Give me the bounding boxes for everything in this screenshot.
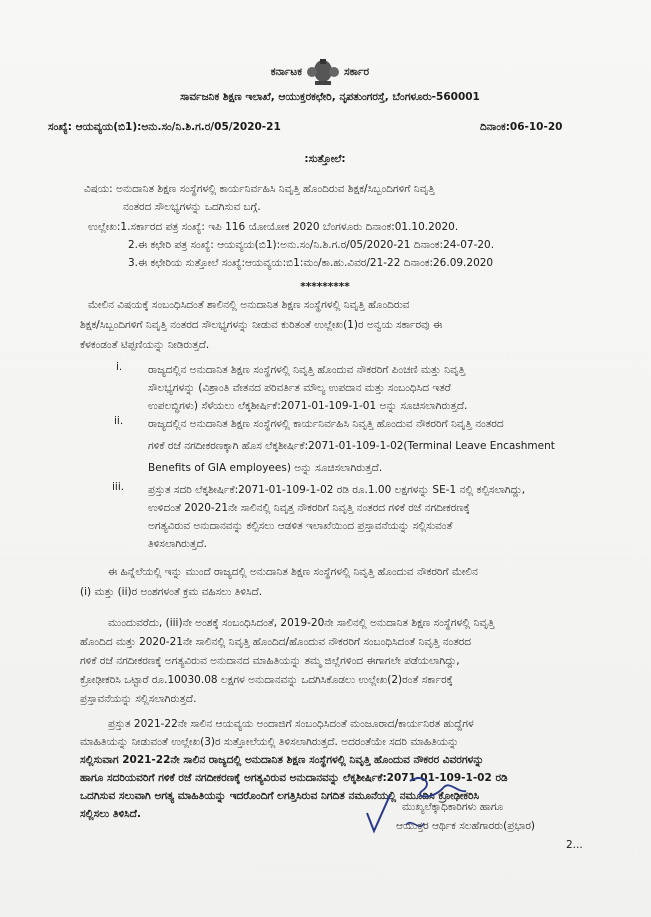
intro-line-2: ಶಿಕ್ಷಕ/ಸಿಬ್ಬಂದಿಗಳಿಗೆ ನಿವೃತ್ತಿ ನಂತರದ ಸೌಲಭ್ಯಗಳನ್ನು ನೀಡುವ ಕುರಿತಂತೆ ಉಲ್ಲೇಖ(1)ರ ಅನ್ವಯ ಸರ್ಕಾರವು ಈ <box>80 319 443 331</box>
point-1-line-1: ರಾಜ್ಯದಲ್ಲಿನ ಅನುದಾನಿತ ಶಿಕ್ಷಣ ಸಂಸ್ಥೆಗಳಲ್ಲಿ ನಿವೃತ್ತಿ ಹೊಂದುವ ನೌಕರರಿಗೆ ಪಿಂಚಣಿ ಮತ್ತು ನಿವೃತ್ತಿ <box>148 364 466 376</box>
signatory-title-1: ಮುಖ್ಯಲೆಕ್ಕಾಧಿಕಾರಿಗಳು ಹಾಗೂ <box>402 801 504 813</box>
point-3-line-4: ತಿಳಿಸಲಾಗಿರುತ್ತದೆ. <box>148 538 208 550</box>
point-3-number: iii. <box>112 481 125 493</box>
para4-line-5: ಒದಗಿಸುವ ಸಲುವಾಗಿ ಅಗತ್ಯ ಮಾಹಿತಿಯನ್ನು ಇದರೊಂದಿಗೆ ಲಗತ್ತಿಸಿರುವ ನಿಗದಿತ ನಮೂನೆಯಲ್ಲಿ ನಮೂದಿಸಿ ಕ್ರೋಢೀಕರಿಸಿ <box>80 790 480 802</box>
para4-line-6: ಸಲ್ಲಿಸಲು ತಿಳಿಸಿದೆ. <box>80 808 141 820</box>
header-left-title: ಕರ್ನಾಟಕ <box>270 66 302 78</box>
signatory-title-2: ಆಯುಕ್ತರ ಆರ್ಥಿಕ ಸಲಹೆಗಾರರು(ಪ್ರಭಾರ) <box>396 820 535 832</box>
page-marker: 2... <box>566 839 583 851</box>
circular-title: :ಸುತ್ತೋಲೆ: <box>304 153 346 165</box>
para3-line-2: ಹೊಂದಿದ ಮತ್ತು 2020-21ನೇ ಸಾಲಿನಲ್ಲಿ ನಿವೃತ್ತಿ ಹೊಂದಿದ/ಹೊಂದುವ ನೌಕರರಿಗೆ ಸಂಬಂಧಿಸಿದಂತೆ ನಿವೃತ್ತಿ ನಂತರದ <box>80 636 472 648</box>
state-emblem-icon <box>305 55 341 89</box>
subject-line-2: ನಂತರದ ಸೌಲಭ್ಯಗಳನ್ನು ಒದಗಿಸುವ ಬಗ್ಗೆ. <box>123 201 261 213</box>
reference-3: 3.ಈ ಕಛೇರಿಯ ಸುತ್ತೋಲೆ ಸಂಖ್ಯೆ:ಆಯವ್ಯಯ:ಬಿ1:ಮಂ/ಕಾ.ಹು.ವಿವರ/21-22 ದಿನಾಂಕ:26.09.2020 <box>128 257 494 269</box>
para4-line-3: ಸಲ್ಲಿಸುವಾಗ 2021-22ನೇ ಸಾಲಿನ ರಾಜ್ಯದಲ್ಲಿ ಅನುದಾನಿತ ಶಿಕ್ಷಣ ಸಂಸ್ಥೆಗಳಲ್ಲಿ ನಿವೃತ್ತಿ ಹೊಂದುವ ನೌಕರರ ವಿವರಗಳನ್ನು <box>80 754 484 766</box>
reference-date: ದಿನಾಂಕ:06-10-20 <box>480 121 563 133</box>
para2-line-1: ಈ ಹಿನ್ನೆಲೆಯಲ್ಲಿ ಇನ್ನು ಮುಂದೆ ರಾಜ್ಯದಲ್ಲಿ ಅನುದಾನಿತ ಶಿಕ್ಷಣ ಸಂಸ್ಥೆಗಳಲ್ಲಿ ನಿವೃತ್ತಿ ಹೊಂದುವ ನೌಕರರಿಗೆ ಮೇಲಿನ <box>108 566 478 578</box>
point-2-number: ii. <box>114 415 124 427</box>
reference-1: ಉಲ್ಲೇಖ:1.ಸರ್ಕಾರದ ಪತ್ರ ಸಂಖ್ಯೆ: ಇಪಿ 116 ಯೋಯೋಕ 2020 ಬೆಂಗಳೂರು ದಿನಾಂಕ:01.10.2020. <box>88 221 459 233</box>
point-3-line-1: ಪ್ರಸ್ತುತ ಸದರಿ ಲೆಕ್ಕಶೀರ್ಷಿಕೆ:2071-01-109-1-02 ರಡಿ ರೂ.1.00 ಲಕ್ಷಗಳನ್ನು SE-1 ನಲ್ಲಿ ಕಲ್ಪಿಸಲಾಗಿದ್ದು, <box>148 484 526 496</box>
para4-line-2: ಮಾಹಿತಿಯನ್ನು ನೀಡುವಂತೆ ಉಲ್ಲೇಖ(3)ರ ಸುತ್ತೋಲೆಯಲ್ಲಿ ತಿಳಿಸಲಾಗಿರುತ್ತದೆ. ಅದರಂತೆಯೇ ಸದರಿ ಮಾಹಿತಿಯನ್ನು <box>80 736 459 748</box>
para4-line-4: ಹಾಗೂ ಸದರಿಯವರಿಗೆ ಗಳಿಕೆ ರಜೆ ನಗದೀಕರಣಕ್ಕೆ ಅಗತ್ಯವಿರುವ ಅನುದಾನವನ್ನು ಲೆಕ್ಕಶೀರ್ಷಿಕೆ:2071-01-109-1-02 ರಡಿ <box>80 772 508 784</box>
point-3-line-2: ಉಳಿದಂತೆ 2020-21ನೇ ಸಾಲಿನಲ್ಲಿ ನಿವೃತ್ತ ನೌಕರರಿಗೆ ನಿವೃತ್ತಿ ನಂತರದ ಗಳಿಕೆ ರಜೆ ನಗದೀಕರಣಕ್ಕೆ <box>148 502 470 514</box>
intro-line-3: ಕೆಳಕಂಡಂತೆ ಟಿಪ್ಪಣಿಯನ್ನು ನೀಡಿರುತ್ತದೆ. <box>80 339 210 351</box>
para4-line-1: ಪ್ರಸ್ತುತ 2021-22ನೇ ಸಾಲಿನ ಆಯವ್ಯಯ ಅಂದಾಜಿಗೆ ಸಂಬಂಧಿಸಿದಂತೆ ಮಂಜೂರಾದ/ಕಾರ್ಯನಿರತ ಹುದ್ದೆಗಳ <box>108 718 474 730</box>
subject-line-1: ವಿಷಯ: ಅನುದಾನಿತ ಶಿಕ್ಷಣ ಸಂಸ್ಥೆಗಳಲ್ಲಿ ಕಾರ್ಯನಿರ್ವಹಿಸಿ ನಿವೃತ್ತಿ ಹೊಂದಿರುವ ಶಿಕ್ಷಕ/ಸಿಬ್ಬಂದಿಗಳಿಗೆ ನಿವೃತ್ತಿ <box>84 183 435 195</box>
point-1-line-2: ಸೌಲಭ್ಯಗಳನ್ನು (ವಿಶ್ರಾಂತಿ ವೇತನದ ಪರಿವರ್ತಿತ ಮೌಲ್ಯ ಉಪದಾನ ಮತ್ತು ಸಂಬಂಧಿಸಿದ ಇತರೆ <box>148 382 451 394</box>
para3-line-3: ಗಳಿಕೆ ರಜೆ ನಗದೀಕರಣಕ್ಕೆ ಅಗತ್ಯವಿರುವ ಅನುದಾನದ ಮಾಹಿತಿಯನ್ನು ತಮ್ಮ ಜಿಲ್ಲೆಗಳಿಂದ ಈಗಾಗಲೇ ಪಡೆಯಲಾಗಿದ್ದು, <box>80 655 460 667</box>
point-3-line-3: ಅಗತ್ಯವಿರುವ ಅನುದಾನವನ್ನು ಕಲ್ಪಿಸಲು ಆಡಳಿತ ಇಲಾಖೆಯಿಂದ ಪ್ರಸ್ತಾವನೆಯನ್ನು ಸಲ್ಲಿಸುವಂತೆ <box>148 520 453 532</box>
para3-line-5: ಪ್ರಸ್ತಾವನೆಯನ್ನು ಸಲ್ಲಿಸಲಾಗಿರುತ್ತದೆ. <box>80 693 197 705</box>
point-2-line-3: Benefits of GIA employees) ಅನ್ನು ಸೂಚಿಸಲಾಗಿರುತ್ತದೆ. <box>148 462 383 474</box>
point-1-number: i. <box>116 361 123 373</box>
point-1-line-3: ಉಪಲಬ್ಧಿಗಳು) ಸೆಳೆಯಲು ಲೆಕ್ಕಶೀರ್ಷಿಕೆ:2071-01-109-1-01 ಅನ್ನು ಸೂಚಿಸಲಾಗಿರುತ್ತದೆ. <box>148 400 468 412</box>
separator: ********* <box>300 281 350 293</box>
point-2-line-2: ಗಳಿಕೆ ರಜೆ ನಗದೀಕರಣಕ್ಕಾಗಿ ಹೊಸ ಲೆಕ್ಕಶೀರ್ಷಿಕೆ:2071-01-109-1-02(Terminal Leave Encashment <box>148 440 555 452</box>
reference-2: 2.ಈ ಕಛೇರಿ ಪತ್ರ ಸಂಖ್ಯೆ: ಆಯವ್ಯಯ(ಬಿ1):ಅನು.ಸಂ/ನಿ.ಶಿ.ಗ.ರ/05/2020-21 ದಿನಾಂಕ:24-07-20. <box>128 239 495 251</box>
reference-number: ಸಂಖ್ಯೆ: ಆಯವ್ಯಯ(ಬಿ1):ಅನು.ಸಂ/ನಿ.ಶಿ.ಗ.ರ/05/2020-21 <box>48 121 281 133</box>
intro-line-1: ಮೇಲಿನ ವಿಷಯಕ್ಕೆ ಸಂಬಂಧಿಸಿದಂತೆ ಶಾಲಿನಲ್ಲಿ ಅನುದಾನಿತ ಶಿಕ್ಷಣ ಸಂಸ್ಥೆಗಳಲ್ಲಿ ನಿವೃತ್ತಿ ಹೊಂದಿರುವ <box>88 299 410 311</box>
para2-line-2: (i) ಮತ್ತು (ii)ರ ಅಂಶಗಳಂತೆ ಕ್ರಮ ವಹಿಸಲು ತಿಳಿಸಿದೆ. <box>80 586 263 598</box>
para3-line-4: ಕ್ರೋಢೀಕರಿಸಿ ಒಟ್ಟಾರೆ ರೂ.10030.08 ಲಕ್ಷಗಳ ಅನುದಾನವನ್ನು ಒದಗಿಸಿಕೊಡಲು ಉಲ್ಲೇಖ(2)ರಂತೆ ಸರ್ಕಾರಕ್ಕೆ <box>80 674 453 686</box>
para3-line-1: ಮುಂದುವರೆದು, (iii)ನೇ ಅಂಶಕ್ಕೆ ಸಂಬಂಧಿಸಿದಂತೆ, 2019-20ನೇ ಸಾಲಿನಲ್ಲಿ ಅನುದಾನಿತ ಶಿಕ್ಷಣ ಸಂಸ್ಥೆಗಳಲ್ಲಿ ನಿವೃತ್ತಿ <box>108 617 495 629</box>
header-right-title: ಸರ್ಕಾರ <box>344 66 370 78</box>
point-2-line-1: ರಾಜ್ಯದಲ್ಲಿನ ಅನುದಾನಿತ ಶಿಕ್ಷಣ ಸಂಸ್ಥೆಗಳಲ್ಲಿ ಕಾರ್ಯನಿರ್ವಹಿಸಿ ನಿವೃತ್ತಿ ಹೊಂದುವ ನೌಕರರಿಗೆ ನಿವೃತ್ತಿ ನಂತರದ <box>148 418 504 430</box>
department-line: ಸಾರ್ವಜನಿಕ ಶಿಕ್ಷಣ ಇಲಾಖೆ, ಆಯುಕ್ತರಕಛೇರಿ, ನೃಪತುಂಗರಸ್ತೆ, ಬೆಂಗಳೂರು-560001 <box>180 91 480 103</box>
